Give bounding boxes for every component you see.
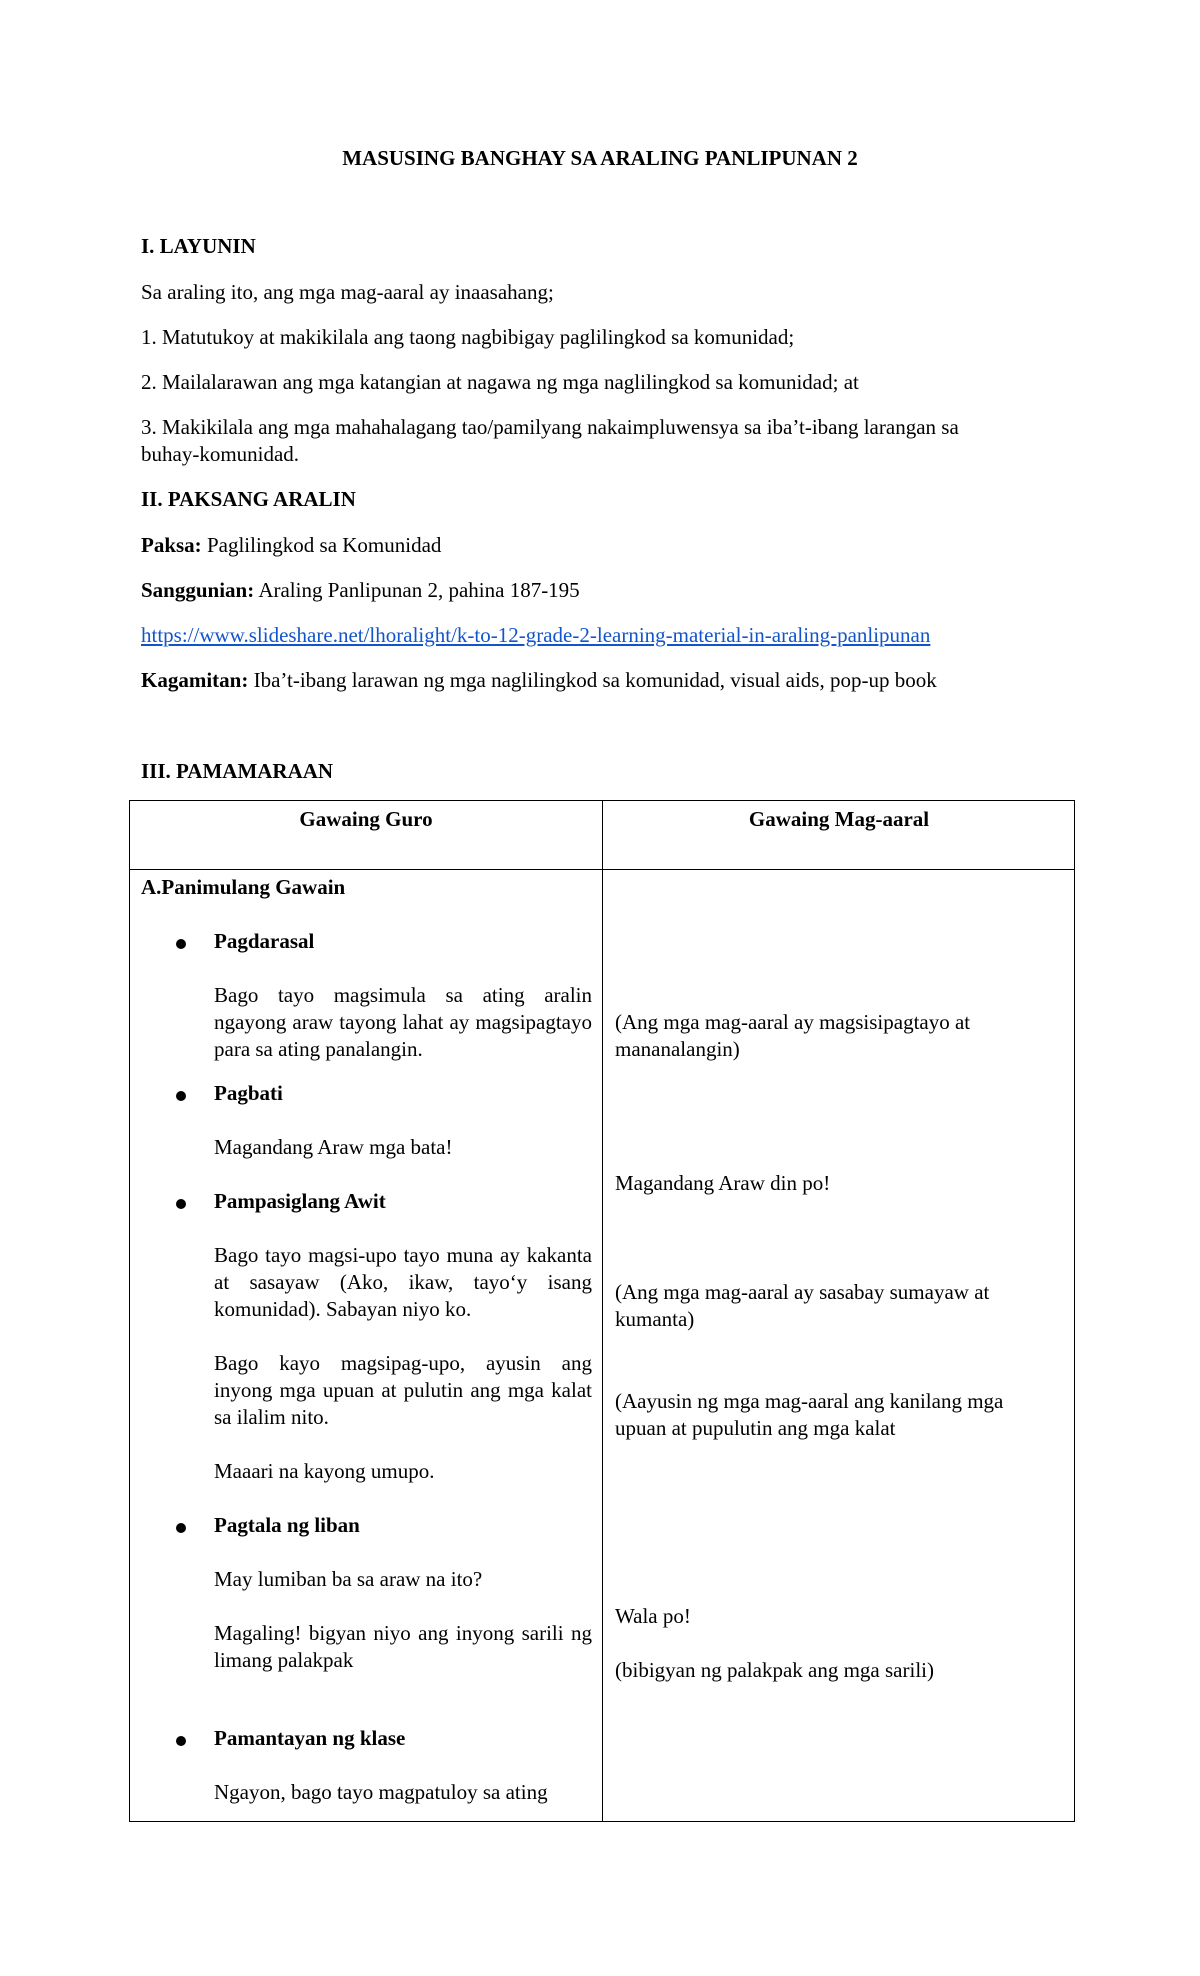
layunin-heading: I. LAYUNIN	[141, 234, 256, 258]
layunin-item-3: 3. Makikilala ang mga mahahalagang tao/pamilyang nakaimpluwensya sa iba’t-ibang larangan sa	[141, 415, 959, 439]
magaaral-response-1b: mananalangin)	[615, 1037, 740, 1061]
bullet-icon	[176, 1199, 186, 1209]
magaaral-response-1a: (Ang mga mag-aaral ay magsisipagtayo at	[615, 1010, 971, 1034]
pagdarasal-text: Bago tayo magsimula sa ating aralin ngayong araw tayong lahat ay magsipagtayo para sa ating panalangin.	[214, 983, 592, 1061]
column-divider	[602, 801, 603, 1821]
layunin-intro: Sa araling ito, ang mga mag-aaral ay inaasahang;	[141, 280, 554, 304]
bullet-icon	[176, 1523, 186, 1533]
kagamitan-label: Kagamitan:	[141, 668, 249, 692]
reference-link[interactable]: https://www.slideshare.net/lhoralight/k-to-12-grade-2-learning-material-in-araling-panlipunan	[141, 623, 931, 647]
magaaral-response-5: Wala po!	[615, 1604, 691, 1628]
magaaral-response-4a: (Aayusin ng mga mag-aaral ang kanilang mga	[615, 1389, 1004, 1413]
magaaral-response-2: Magandang Araw din po!	[615, 1171, 831, 1195]
layunin-item-3-cont: buhay-komunidad.	[141, 442, 300, 466]
section-panimulang-gawain: A.Panimulang Gawain	[141, 875, 346, 899]
magaaral-response-3a: (Ang mga mag-aaral ay sasabay sumayaw at	[615, 1280, 990, 1304]
kagamitan-value: Iba’t-ibang larawan ng mga naglilingkod sa komunidad, visual aids, pop-up book	[248, 668, 937, 692]
header-gawaing-magaaral: Gawaing Mag-aaral	[748, 807, 930, 831]
awit-text-3: Maaari na kayong umupo.	[214, 1459, 435, 1483]
bullet-icon	[176, 1091, 186, 1101]
pagtala-text-1: May lumiban ba sa araw na ito?	[214, 1567, 483, 1591]
paksa-line	[141, 532, 441, 559]
pamantayan-text: Ngayon, bago tayo magpatuloy sa ating	[214, 1780, 548, 1804]
item-pampasiglang-awit: Pampasiglang Awit	[214, 1189, 386, 1213]
page-title: MASUSING BANGHAY SA ARALING PANLIPUNAN 2	[342, 146, 858, 170]
awit-text-1: Bago tayo magsi-upo tayo muna ay kakanta at sasayaw (Ako, ikaw, tayo‘y isang komunidad). Sabayan niyo ko.	[214, 1243, 592, 1321]
paksang-aralin-heading: II. PAKSANG ARALIN	[141, 487, 356, 511]
item-pamantayan-ng-klase: Pamantayan ng klase	[214, 1726, 406, 1750]
sanggunian-label: Sanggunian:	[141, 578, 255, 602]
awit-text-2: Bago kayo magsipag-upo, ayusin ang inyong mga upuan at pulutin ang mga kalat sa ilalim nito.	[214, 1351, 592, 1429]
magaaral-response-3b: kumanta)	[615, 1307, 695, 1331]
header-gawaing-guro: Gawaing Guro	[299, 807, 433, 831]
sanggunian-value: Araling Panlipunan 2, pahina 187-195	[254, 578, 580, 602]
procedure-table	[129, 800, 1075, 1822]
paksa-value: Paglilingkod sa Komunidad	[201, 533, 442, 557]
item-pagtala-ng-liban: Pagtala ng liban	[214, 1513, 360, 1537]
pagtala-text-2: Magaling! bigyan niyo ang inyong sarili ng limang palakpak	[214, 1621, 592, 1672]
item-pagbati: Pagbati	[214, 1081, 283, 1105]
magaaral-response-4b: upuan at pupulutin ang mga kalat	[615, 1416, 896, 1440]
layunin-item-2: 2. Mailalarawan ang mga katangian at nagawa ng mga naglilingkod sa komunidad; at	[141, 370, 859, 394]
bullet-icon	[176, 939, 186, 949]
sanggunian-line	[141, 577, 580, 604]
pagbati-text: Magandang Araw mga bata!	[214, 1135, 453, 1159]
kagamitan-line	[141, 667, 937, 694]
bullet-icon	[176, 1736, 186, 1746]
item-pagdarasal: Pagdarasal	[214, 929, 315, 953]
header-divider	[130, 869, 1074, 870]
paksa-label: Paksa:	[141, 533, 202, 557]
pamamaraan-heading: III. PAMAMARAAN	[141, 759, 334, 783]
layunin-item-1: 1. Matutukoy at makikilala ang taong nagbibigay paglilingkod sa komunidad;	[141, 325, 795, 349]
magaaral-response-6: (bibigyan ng palakpak ang mga sarili)	[615, 1658, 934, 1682]
